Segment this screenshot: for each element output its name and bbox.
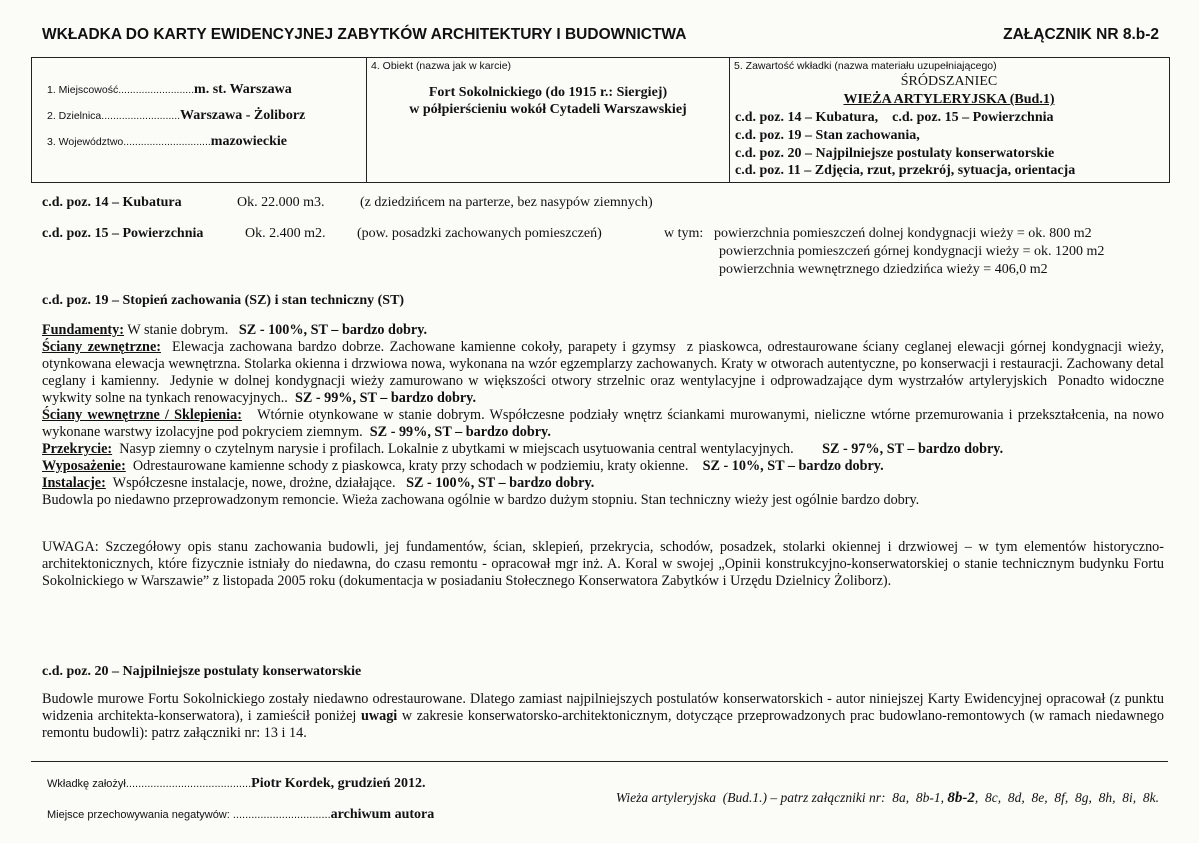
contents-label: 5. Zawartość wkładki (nazwa materiału uzupełniającego) bbox=[734, 60, 997, 72]
object-line-2: w półpierścieniu wokół Cytadeli Warszawskiej bbox=[409, 102, 687, 117]
uwaga-note: UWAGA: Szczegółowy opis stanu zachowania budowli, jej fundamentów, ścian, sklepień, przekrycia, schodów, posadzek, stolarki okiennej i drzwiowej – w tym elementów historyczno-architektonicznych, które fizycznie istniały do niedawna, do czasu remontu - opracował mgr inż. A. Koral w swojej „Opinii konstrukcyjno-konserwatorskiej o stanie technicznym budynku Fortu Sokolnickiego w Warszawie” z listopada 2005 roku (dokumentacja w posiadaniu Stołecznego Konserwatora Zabytków i Urzędu Dzielnicy Żoliborz). bbox=[42, 539, 1164, 589]
p14-note: (z dziedzińcem na parterze, bez nasypów ziemnych) bbox=[360, 195, 653, 210]
installations-rating: SZ - 100%, ST – bardzo dobry. bbox=[406, 475, 595, 491]
contents-line-6: c.d. poz. 11 – Zdjęcia, rzut, przekrój, sytuacja, orientacja bbox=[735, 163, 1076, 178]
outer-walls-text: Elewacja zachowana bardzo dobrze. Zachowane kamienne cokoły, parapety i gzymsy z piaskowca, odrestaurowane ściany ceglanej elewacji górnej kondygnacji wieży, otynkowana elewacja wewnętrzna. Stolarka okienna i drzwiowa nowa, wykonana na wzór egzemplarzy zachowanych. Kraty w otworach autentyczne, po konserwacji i restauracji. Zachowany detal ceglany i kamienny. Jedynie w dolnej kondygnacji wieży zamurowano w większości otwory strzelnic oraz wentylacyjne i odprowadzające dym wystrzałów artyleryjskich Ponadto widoczne wykwity solne na tynkach renowacyjnych.. bbox=[42, 339, 1168, 406]
district-value: Warszawa - Żoliborz bbox=[180, 108, 306, 123]
installations-label: Instalacje: bbox=[42, 475, 106, 491]
document-title: WKŁADKA DO KARTY EWIDENCYJNEJ ZABYTKÓW ARCHITEKTURY I BUDOWNICTWA bbox=[42, 26, 687, 43]
province-label: 3. Województwo.............................. bbox=[47, 136, 211, 148]
foundations-label: Fundamenty: bbox=[42, 322, 124, 338]
annex-references: Wieża artyleryjska (Bud.1.) – patrz załączniki nr: 8a, 8b-1, 8b-2, 8c, 8d, 8e, 8f, 8g, 8h, 8i, 8k. bbox=[615, 790, 1159, 806]
author-label: Wkładkę założył......................................... bbox=[47, 778, 252, 790]
negatives-row bbox=[47, 805, 434, 823]
p20-heading: c.d. poz. 20 – Najpilniejsze postulaty konserwatorskie bbox=[42, 664, 362, 679]
object-label: 4. Obiekt (nazwa jak w karcie) bbox=[371, 60, 512, 72]
province-row bbox=[47, 132, 287, 150]
p15-value: Ok. 2.400 m2. bbox=[245, 226, 326, 241]
author-row bbox=[47, 774, 426, 792]
foundations-rating: SZ - 100%, ST – bardzo dobry. bbox=[238, 322, 428, 338]
contents-line-1: ŚRÓDSZANIEC bbox=[900, 74, 998, 89]
contents-line-4: c.d. poz. 19 – Stan zachowania, bbox=[735, 128, 920, 143]
town-label: 1. Miejscowość.......................... bbox=[47, 84, 195, 96]
p15-line-1: powierzchnia pomieszczeń dolnej kondygnacji wieży = ok. 800 m2 bbox=[714, 226, 1092, 241]
footer-divider bbox=[31, 761, 1168, 762]
outer-walls-rating: SZ - 99%, ST – bardzo dobry. bbox=[294, 390, 477, 406]
negatives-value: archiwum autora bbox=[330, 807, 435, 822]
p15-line-2: powierzchnia pomieszczeń górnej kondygnacji wieży = ok. 1200 m2 bbox=[719, 244, 1105, 259]
district-label: 2. Dzielnica........................... bbox=[47, 110, 181, 122]
foundations-text: W stanie dobrym. bbox=[123, 322, 239, 338]
covering-rating: SZ - 97%, ST – bardzo dobry. bbox=[822, 441, 1004, 457]
town-value: m. st. Warszawa bbox=[194, 82, 292, 97]
inner-walls-label: Ściany wewnętrzne / Sklepienia: bbox=[42, 407, 242, 423]
contents-line-2: WIEŻA ARTYLERYJSKA (Bud.1) bbox=[843, 92, 1055, 107]
equipment-label: Wyposażenie: bbox=[42, 458, 126, 474]
p15-line-3: powierzchnia wewnętrznego dziedzińca wieży = 406,0 m2 bbox=[719, 262, 1048, 277]
summary-text: Budowla po niedawno przeprowadzonym remoncie. Wieża zachowana ogólnie w bardzo dużym stopniu. Stan techniczny wieży jest ogólnie bardzo dobry. bbox=[42, 492, 920, 508]
p15-note: (pow. posadzki zachowanych pomieszczeń) bbox=[357, 226, 602, 241]
annex-number: ZAŁĄCZNIK NR 8.b-2 bbox=[1003, 26, 1159, 43]
covering-text: Nasyp ziemny o czytelnym narysie i profilach. Lokalnie z ubytkami w miejscach usytuowania central wentylacyjnych. bbox=[112, 441, 823, 457]
inner-walls-text: Wtórnie otynkowane w stanie dobrym. Współczesne podziały wnętrz ściankami murowanymi, nieliczne wtórne przemurowania i przekształcenia, na nowo wykonane warstwy izolacyjne pod pokryciem ziemnym. bbox=[42, 407, 1168, 440]
town-row bbox=[47, 80, 292, 98]
p19-heading: c.d. poz. 19 – Stopień zachowania (SZ) i stan techniczny (ST) bbox=[42, 293, 405, 308]
object-line-1: Fort Sokolnickiego (do 1915 r.: Siergiej) bbox=[428, 85, 668, 100]
p14-value: Ok. 22.000 m3. bbox=[237, 195, 325, 210]
district-row bbox=[47, 106, 305, 124]
p15-wtym: w tym: bbox=[664, 226, 704, 241]
author-value: Piotr Kordek, grudzień 2012. bbox=[251, 776, 426, 791]
p20-uwagi: uwagi bbox=[360, 708, 398, 724]
equipment-text: Odrestaurowane kamienne schody z piaskowca, kraty przy schodach w podziemiu, kraty okienne. bbox=[125, 458, 703, 474]
p14-label: c.d. poz. 14 – Kubatura bbox=[42, 195, 182, 210]
contents-line-5: c.d. poz. 20 – Najpilniejsze postulaty konserwatorskie bbox=[735, 146, 1055, 161]
p15-label: c.d. poz. 15 – Powierzchnia bbox=[42, 226, 204, 241]
p19-condition-block bbox=[42, 322, 1168, 509]
negatives-label: Miejsce przechowywania negatywów: ................................ bbox=[47, 809, 331, 821]
p20-text: Budowle murowe Fortu Sokolnickiego zostały niedawno odrestaurowane. Dlatego zamiast najpilniejszych postulatów konserwatorskich - autor niniejszej Karty Ewidencyjnej opracował (z punktu widzenia architekta-konserwatora), i zamieścił poniżej uwagi w zakresie konserwatorsko-architektonicznym, dotyczące przeprowadzonych prac budowlano-remontowych (w ramach niedawnego remontu budowli): patrz załączniki nr: 13 i 14. bbox=[42, 691, 1164, 741]
outer-walls-label: Ściany zewnętrzne: bbox=[42, 339, 161, 355]
equipment-rating: SZ - 10%, ST – bardzo dobry. bbox=[702, 458, 884, 474]
box-divider-1 bbox=[366, 57, 367, 182]
province-value: mazowieckie bbox=[210, 134, 287, 149]
covering-label: Przekrycie: bbox=[42, 441, 113, 457]
installations-text: Współczesne instalacje, nowe, drożne, działające. bbox=[105, 475, 407, 491]
contents-line-3: c.d. poz. 14 – Kubatura, c.d. poz. 15 – Powierzchnia bbox=[735, 110, 1054, 125]
inner-walls-rating: SZ - 99%, ST – bardzo dobry. bbox=[369, 424, 551, 440]
